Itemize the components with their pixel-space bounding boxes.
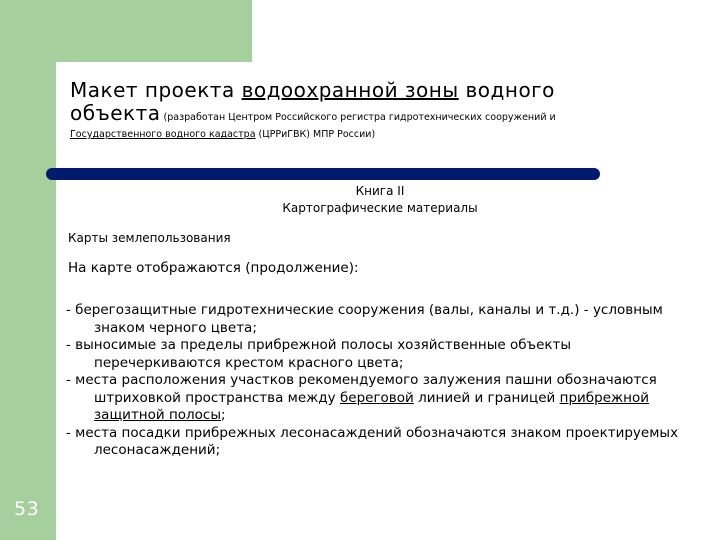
book-number: Книга II	[355, 184, 405, 198]
page-number: 53	[14, 498, 40, 520]
title-object-word: объекта	[70, 101, 161, 125]
title-source-note: (разработан Центром Российского регистра гидротехнических сооружений и	[160, 112, 556, 123]
list-item: - места посадки прибрежных лесонасаждений обозначаются знаком проектируемых лесонасаждений;	[66, 424, 679, 458]
book-subtitle: Картографические материалы	[282, 201, 478, 215]
shoreline-term: береговой	[339, 389, 414, 406]
slide-title-line-1	[70, 78, 555, 102]
title-text-end: водного	[458, 78, 555, 102]
slide-title-line-3	[70, 128, 375, 142]
green-side-bar	[0, 168, 56, 540]
cadastre-suffix: (ЦРРиГВК) МПР России)	[255, 129, 376, 140]
item-text: ;	[221, 407, 226, 423]
slide-title-line-2	[70, 101, 556, 130]
bullet-list	[66, 302, 696, 460]
intro-text: На карте отображаются (продолжение):	[68, 260, 359, 276]
title-divider	[46, 168, 600, 180]
section-title: Карты землепользования	[68, 231, 231, 245]
title-underlined-term: водоохранной зоны	[241, 78, 459, 102]
list-item: - берегозащитные гидротехнические сооружения (валы, каналы и т.д.) - условным знаком черного цвета;	[66, 302, 663, 336]
item-text: линией и границей	[413, 389, 560, 406]
book-heading	[235, 183, 525, 217]
item-text: - места расположения участков рекомендуемого залужения пашни обозначаются штриховкой пространства между	[66, 372, 657, 406]
protective-strip-term: прибрежной защитной полосы	[94, 389, 650, 423]
list-item: - выносимые за пределы прибрежной полосы хозяйственные объекты перечеркиваются крестом красного цвета;	[66, 337, 572, 371]
title-text: Макет проекта	[70, 78, 242, 102]
cadastre-term: Государственного водного кадастра	[70, 129, 256, 140]
list-item	[66, 372, 696, 425]
